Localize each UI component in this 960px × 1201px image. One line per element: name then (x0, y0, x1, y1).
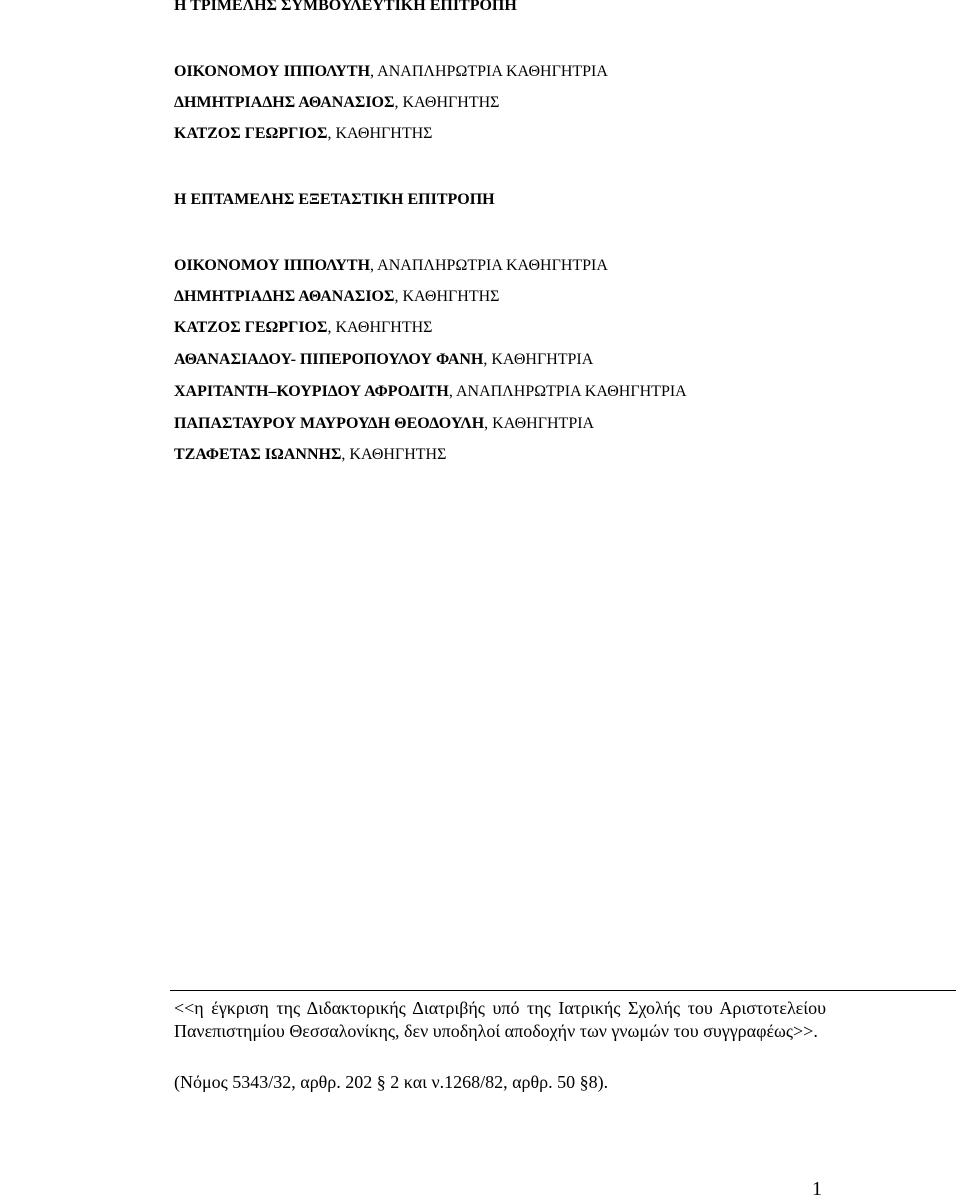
member-title: , ΚΑΘΗΓΗΤΗΣ (327, 319, 433, 336)
member-title: , ΚΑΘΗΓΗΤΗΣ (394, 288, 500, 305)
member-title: , ΚΑΘΗΓΗΤΗΣ (394, 94, 500, 111)
member-name: ΔΗΜΗΤΡΙΑΔΗΣ ΑΘΑΝΑΣΙΟΣ (174, 94, 395, 111)
advisory-member (174, 124, 432, 144)
member-title: , ΚΑΘΗΓΗΤΡΙΑ (483, 351, 594, 368)
member-name: ΚΑΤΖΟΣ ΓΕΩΡΓΙΟΣ (174, 319, 328, 336)
examination-member (174, 414, 594, 434)
member-title: , ΚΑΘΗΓΗΤΡΙΑ (484, 415, 595, 432)
page-number: 1 (812, 1178, 822, 1200)
examination-member (174, 287, 499, 307)
examination-member (174, 350, 593, 370)
examination-member (174, 256, 608, 276)
advisory-committee-heading: Η ΤΡΙΜΕΛΗΣ ΣΥΜΒΟΥΛΕΥΤΙΚΗ ΕΠΙΤΡΟΠΗ (174, 0, 517, 14)
member-name: ΧΑΡΙΤΑΝΤΗ–ΚΟΥΡΙΔΟΥ ΑΦΡΟΔΙΤΗ (174, 383, 449, 400)
law-reference: (Νόμος 5343/32, αρθρ. 202 § 2 και ν.1268/82, αρθρ. 50 §8). (174, 1072, 609, 1092)
examination-member (174, 318, 432, 338)
member-title: , ΑΝΑΠΛΗΡΩΤΡΙΑ ΚΑΘΗΓΗΤΡΙΑ (448, 383, 687, 400)
examination-member (174, 445, 446, 465)
member-title: , ΑΝΑΠΛΗΡΩΤΡΙΑ ΚΑΘΗΓΗΤΡΙΑ (370, 257, 608, 274)
member-name: ΟΙΚΟΝΟΜΟΥ ΙΠΠΟΛΥΤΗ (174, 63, 371, 80)
member-name: ΑΘΑΝΑΣΙΑΔΟΥ- ΠΙΠΕΡΟΠΟΥΛΟΥ ΦΑΝΗ (174, 351, 484, 368)
member-title: , ΚΑΘΗΓΗΤΗΣ (341, 446, 447, 463)
member-title: , ΚΑΘΗΓΗΤΗΣ (327, 125, 433, 142)
member-name: ΔΗΜΗΤΡΙΑΔΗΣ ΑΘΑΝΑΣΙΟΣ (174, 288, 395, 305)
member-name: ΠΑΠΑΣΤΑΥΡΟΥ ΜΑΥΡΟΥΔΗ ΘΕΟΔΟΥΛΗ (174, 415, 485, 432)
member-name: ΟΙΚΟΝΟΜΟΥ ΙΠΠΟΛΥΤΗ (174, 257, 371, 274)
advisory-member (174, 93, 499, 113)
member-name: ΤΖΑΦΕΤΑΣ ΙΩΑΝΝΗΣ (174, 446, 342, 463)
member-title: , ΑΝΑΠΛΗΡΩΤΡΙΑ ΚΑΘΗΓΗΤΡΙΑ (370, 63, 608, 80)
approval-disclaimer: <<η έγκριση της Διδακτορικής Διατριβής υπό της Ιατρικής Σχολής του Αριστοτελείου Πανεπιστημίου Θεσσαλονίκης, δεν υποδηλοί αποδοχήν των γνωμών του συγγραφέως>>. (174, 998, 826, 1041)
examination-member (174, 382, 687, 402)
advisory-member (174, 62, 608, 82)
examination-committee-heading: Η ΕΠΤΑΜΕΛΗΣ ΕΞΕΤΑΣΤΙΚΗ ΕΠΙΤΡΟΠΗ (174, 191, 495, 208)
footer-divider (170, 990, 956, 991)
member-name: ΚΑΤΖΟΣ ΓΕΩΡΓΙΟΣ (174, 125, 328, 142)
